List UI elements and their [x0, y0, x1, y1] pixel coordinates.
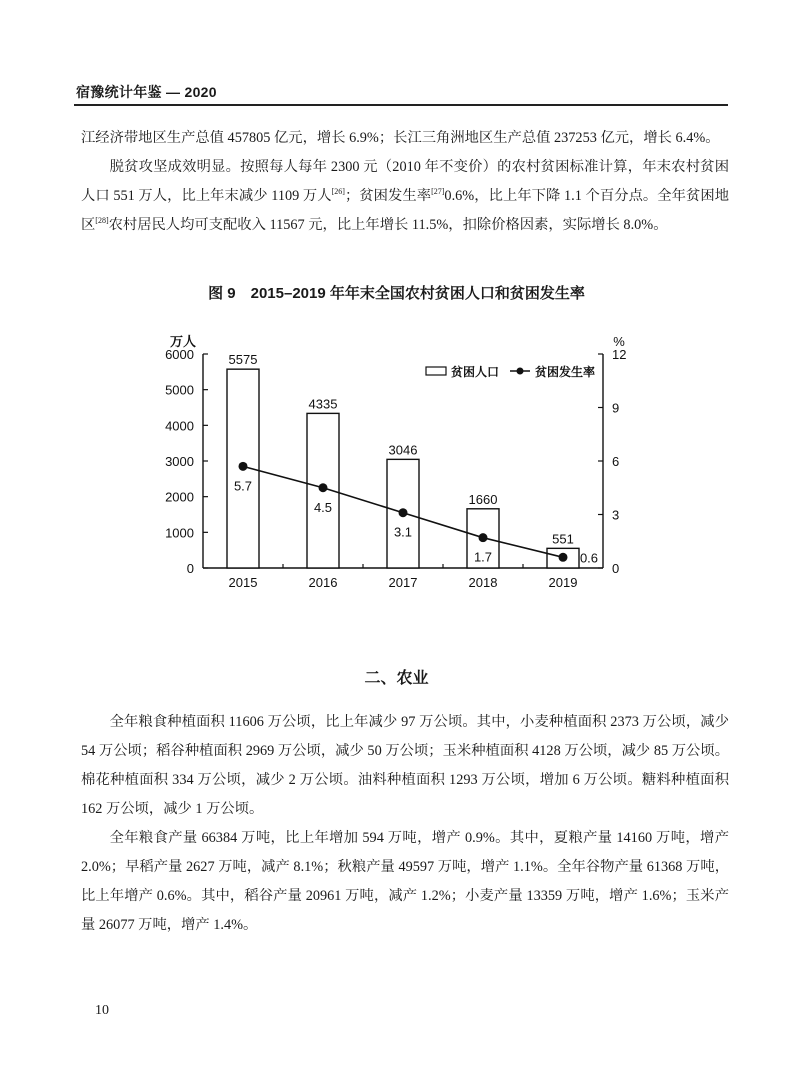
left-tick-label: 2000: [165, 489, 194, 505]
paragraph-planting-area: 全年粮食种植面积 11606 万公顷，比上年减少 97 万公顷。其中，小麦种植面积 2373 万公顷，减少 54 万公顷；稻谷种植面积 2969 万公顷，减少 50 万公顷；玉米种植面积 4128 万公顷，减少 85 万公顷。棉花种植面积 334 万公顷，减少 2 万公顷。油料种植面积 1293 万公顷，增加 6 万公顷。糖料种植面积 162 万公顷，减少 1 万公顷。: [81, 714, 729, 817]
x-tick-label: 2017: [388, 575, 418, 590]
legend-label-rate: 贫困发生率: [535, 365, 596, 379]
page-number: 10: [95, 1003, 109, 1018]
rate-value-label: 5.7: [233, 478, 253, 494]
left-tick-label: 3000: [165, 454, 194, 469]
bar-value-label: 551: [552, 531, 574, 547]
left-tick-label: 0: [186, 561, 194, 576]
left-axis-unit: 万人: [169, 334, 197, 349]
paragraph-poverty: [81, 153, 729, 240]
bar-value-label: 4335: [308, 396, 338, 412]
legend-bar-swatch: [426, 367, 446, 375]
footnote-ref[interactable]: [26]: [331, 187, 345, 196]
bar-value-label: 1660: [468, 491, 498, 507]
left-tick-label: 1000: [165, 525, 194, 541]
rate-point-2015: [239, 462, 248, 471]
chart-title: 图 9 2015–2019 年年末全国农村贫困人口和贫困发生率: [208, 285, 585, 302]
x-tick-label: 2016: [308, 575, 338, 590]
header-rule: [74, 104, 728, 106]
left-tick-label: 5000: [165, 382, 194, 398]
paragraph-text: 0.6%，比上年下降 1.1 个百分点。全年贫困地区: [81, 188, 729, 233]
poverty-chart: [0, 320, 793, 620]
x-tick-label: 2019: [548, 575, 578, 590]
rate-point-2019: [559, 553, 568, 562]
paragraph-lead: 脱贫攻坚成效明显。: [109, 159, 241, 175]
x-tick-label: 2015: [228, 575, 258, 590]
x-tick-label: 2018: [468, 575, 498, 590]
legend-point-swatch: [517, 368, 524, 375]
left-tick-label: 6000: [165, 347, 194, 362]
section-title: 二、农业: [364, 670, 429, 687]
bar-value-label: 3046: [388, 442, 418, 458]
right-tick-label: 6: [612, 454, 620, 469]
paragraph-text: 农村居民人均可支配收入 11567 元，比上年增长 11.5%，扣除价格因素，实际增长 8.0%。: [108, 217, 668, 233]
rate-point-2016: [319, 483, 328, 492]
rate-value-label: 0.6: [579, 550, 599, 566]
footnote-ref[interactable]: [28]: [95, 216, 109, 225]
paragraph-economic-belt: 江经济带地区生产总值 457805 亿元，增长 6.9%；长江三角洲地区生产总值 237253 亿元，增长 6.4%。: [81, 130, 720, 146]
footnote-ref[interactable]: [27]: [431, 187, 445, 196]
legend-label-population: 贫困人口: [451, 365, 500, 379]
rate-point-2017: [399, 508, 408, 517]
rate-value-label: 1.7: [473, 549, 493, 565]
chart-legend: [426, 364, 595, 379]
rate-value-label: 3.1: [393, 524, 413, 540]
left-tick-label: 4000: [165, 418, 194, 434]
right-tick-label: 12: [612, 347, 627, 362]
paragraph-grain-output: 全年粮食产量 66384 万吨，比上年增加 594 万吨，增产 0.9%。其中，夏粮产量 14160 万吨，增产 2.0%；早稻产量 2627 万吨，减产 8.1%；秋粮产量 49597 万吨，增产 1.1%。全年谷物产量 61368 万吨，比上年增产 0.6%。其中，稻谷产量 20961 万吨，减产 1.2%；小麦产量 13359 万吨，增产 1.6%；玉米产量 26077 万吨，增产 1.4%。: [81, 830, 729, 933]
right-tick-label: 3: [612, 507, 620, 523]
rate-value-label: 4.5: [313, 499, 333, 515]
right-tick-label: 0: [612, 561, 620, 576]
bar-value-label: 5575: [228, 352, 258, 368]
right-tick-label: 9: [612, 400, 620, 416]
right-axis-unit: %: [613, 334, 625, 349]
rate-point-2018: [479, 533, 488, 542]
paragraph-text: ；贫困发生率: [344, 188, 432, 204]
paragraph-text: 按照每人每年 2300 元（2010 年不变价）的农村贫困标准计算，年末农村贫困人口 551 万人，比上年末减少 1109 万人: [81, 159, 729, 204]
running-head-title: 宿豫统计年鉴 — 2020: [76, 84, 217, 100]
